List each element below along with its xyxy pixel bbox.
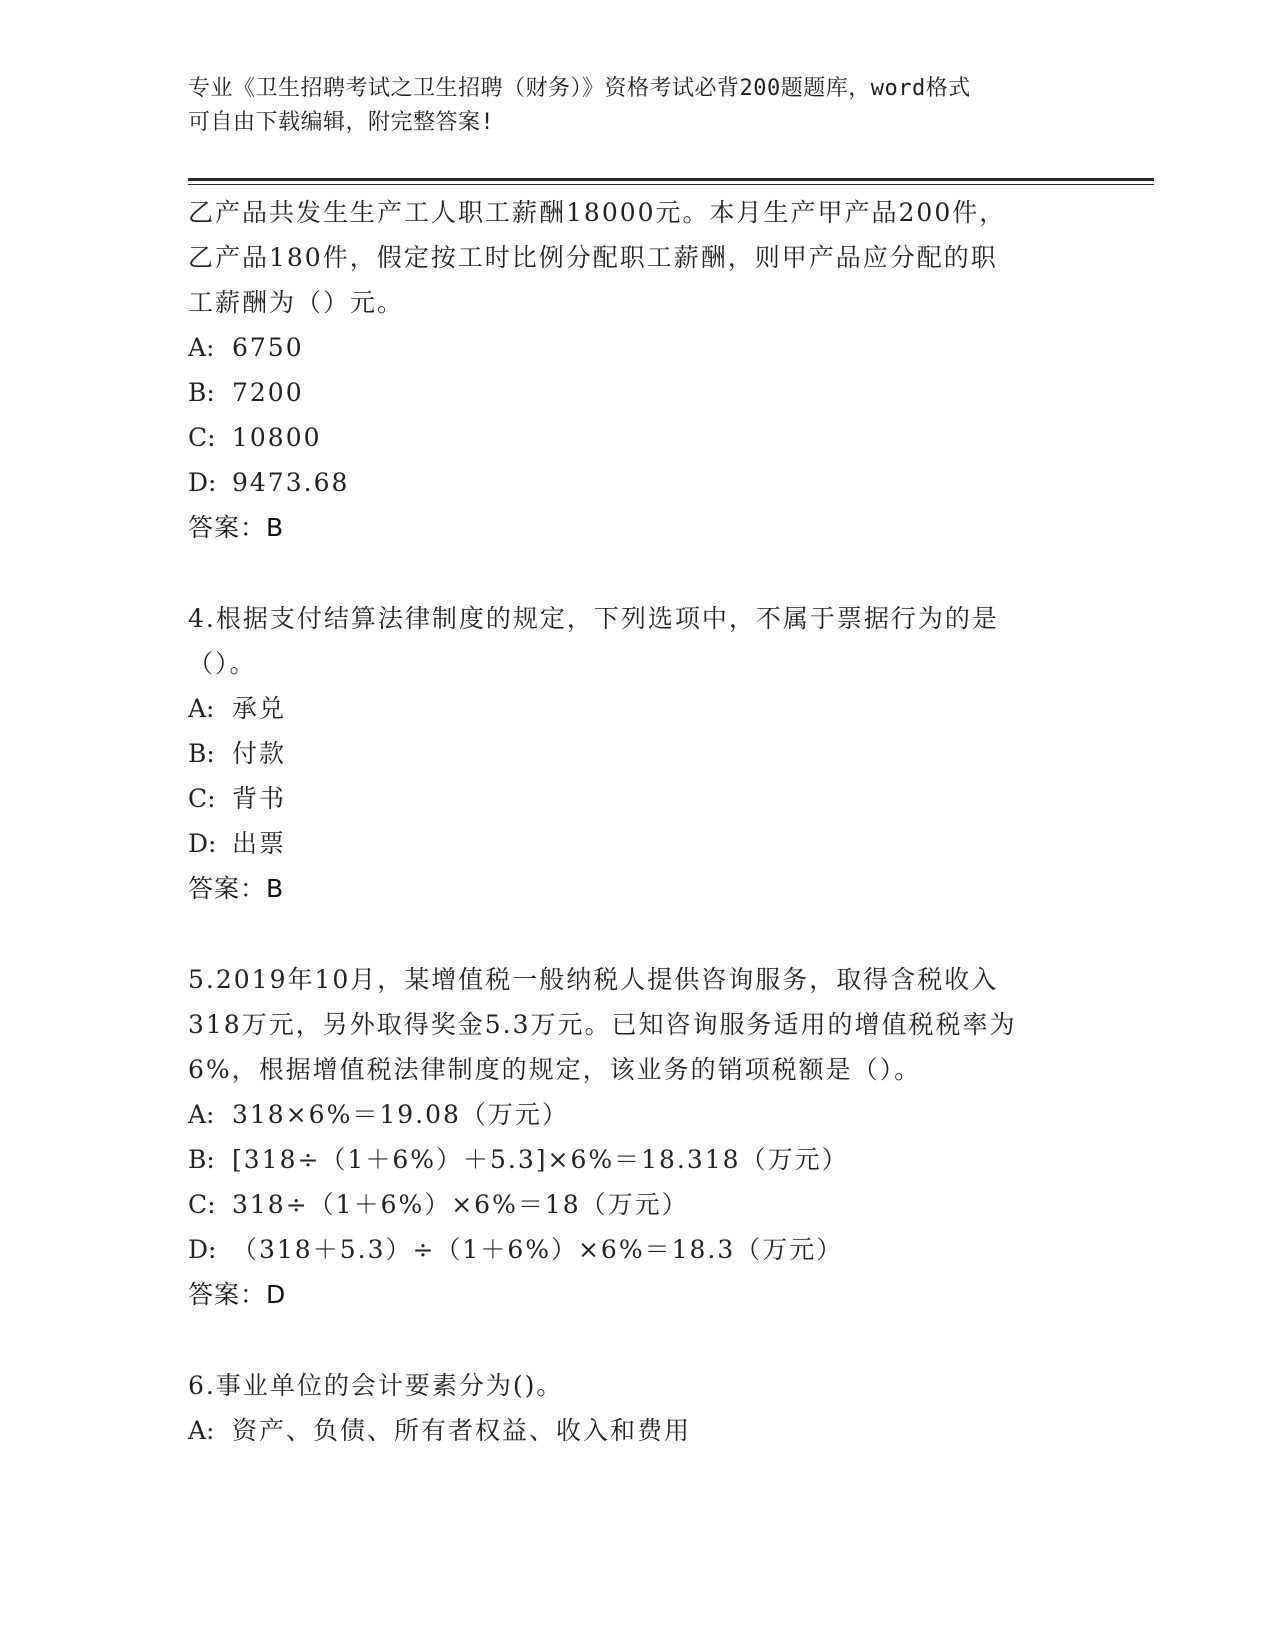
- question-stem-line: 6.事业单位的会计要素分为()。: [188, 1371, 564, 1400]
- option-prefix: A:: [188, 333, 215, 362]
- option-prefix: C:: [188, 1190, 216, 1219]
- option-text: 9473.68: [232, 468, 350, 497]
- question-6: [188, 1363, 1088, 1453]
- option-text: 承兑: [232, 694, 287, 723]
- option-a: [188, 1408, 1088, 1453]
- option-c: [188, 1182, 1088, 1227]
- option-d: [188, 460, 1088, 505]
- option-prefix: A:: [188, 694, 215, 723]
- question-4: [188, 596, 1088, 911]
- option-text: [318÷（1＋6%）＋5.3]×6%＝18.318（万元）: [232, 1145, 849, 1174]
- option-prefix: B:: [188, 739, 215, 768]
- spacer: [188, 1317, 1088, 1363]
- option-prefix: A:: [188, 1100, 215, 1129]
- option-b: [188, 1137, 1088, 1182]
- answer-line: 答案：D: [188, 1280, 287, 1309]
- option-prefix: B:: [188, 1145, 215, 1174]
- option-text: 7200: [232, 378, 304, 407]
- question-stem-line: 6%，根据增值税法律制度的规定，该业务的销项税额是（）。: [188, 1055, 922, 1084]
- question-stem-line: 5.2019年10月，某增值税一般纳税人提供咨询服务，取得含税收入: [188, 965, 999, 994]
- option-c: [188, 415, 1088, 460]
- document-header: [188, 72, 1088, 140]
- question-stem-line: 乙产品180件，假定按工时比例分配职工薪酬，则甲产品应分配的职: [188, 243, 998, 272]
- option-b: [188, 370, 1088, 415]
- option-text: 10800: [232, 423, 322, 452]
- spacer: [188, 911, 1088, 957]
- question-3: [188, 190, 1088, 550]
- option-a: [188, 325, 1088, 370]
- answer-line: 答案：B: [188, 874, 285, 903]
- question-stem-line: 4.根据支付结算法律制度的规定，下列选项中，不属于票据行为的是: [188, 604, 999, 633]
- option-a: [188, 1092, 1088, 1137]
- document-body: [188, 190, 1088, 1453]
- option-text: 6750: [232, 333, 304, 362]
- option-text: 出票: [232, 829, 287, 858]
- option-prefix: C:: [188, 423, 216, 452]
- option-prefix: D:: [188, 1235, 217, 1264]
- option-a: [188, 686, 1088, 731]
- option-text: 背书: [232, 784, 287, 813]
- option-prefix: A:: [188, 1416, 215, 1445]
- option-text: （318＋5.3）÷（1＋6%）×6%＝18.3（万元）: [232, 1235, 844, 1264]
- header-title-line-1: 专业《卫生招聘考试之卫生招聘（财务）》资格考试必背200题题库，word格式: [188, 76, 971, 101]
- option-prefix: D:: [188, 829, 217, 858]
- option-text: 付款: [232, 739, 287, 768]
- question-stem-line: 318万元，另外取得奖金5.3万元。已知咨询服务适用的增值税税率为: [188, 1010, 1017, 1039]
- option-b: [188, 731, 1088, 776]
- question-5: [188, 957, 1088, 1317]
- header-title-line-2: 可自由下载编辑，附完整答案!: [188, 110, 495, 135]
- question-stem-line: 工薪酬为（）元。: [188, 288, 405, 317]
- option-text: 318×6%＝19.08（万元）: [232, 1100, 569, 1129]
- option-d: [188, 1227, 1088, 1272]
- question-stem-line: （）。: [188, 649, 257, 678]
- option-prefix: C:: [188, 784, 216, 813]
- option-c: [188, 776, 1088, 821]
- option-text: 318÷（1＋6%）×6%＝18（万元）: [232, 1190, 689, 1219]
- header-divider-thick: [188, 178, 1154, 181]
- spacer: [188, 550, 1088, 596]
- option-d: [188, 821, 1088, 866]
- header-divider-thin: [188, 184, 1154, 185]
- question-stem-line: 乙产品共发生生产工人职工薪酬18000元。本月生产甲产品200件，: [188, 198, 1007, 227]
- answer-line: 答案：B: [188, 513, 285, 542]
- option-prefix: D:: [188, 468, 217, 497]
- option-prefix: B:: [188, 378, 215, 407]
- option-text: 资产、负债、所有者权益、收入和费用: [232, 1416, 692, 1445]
